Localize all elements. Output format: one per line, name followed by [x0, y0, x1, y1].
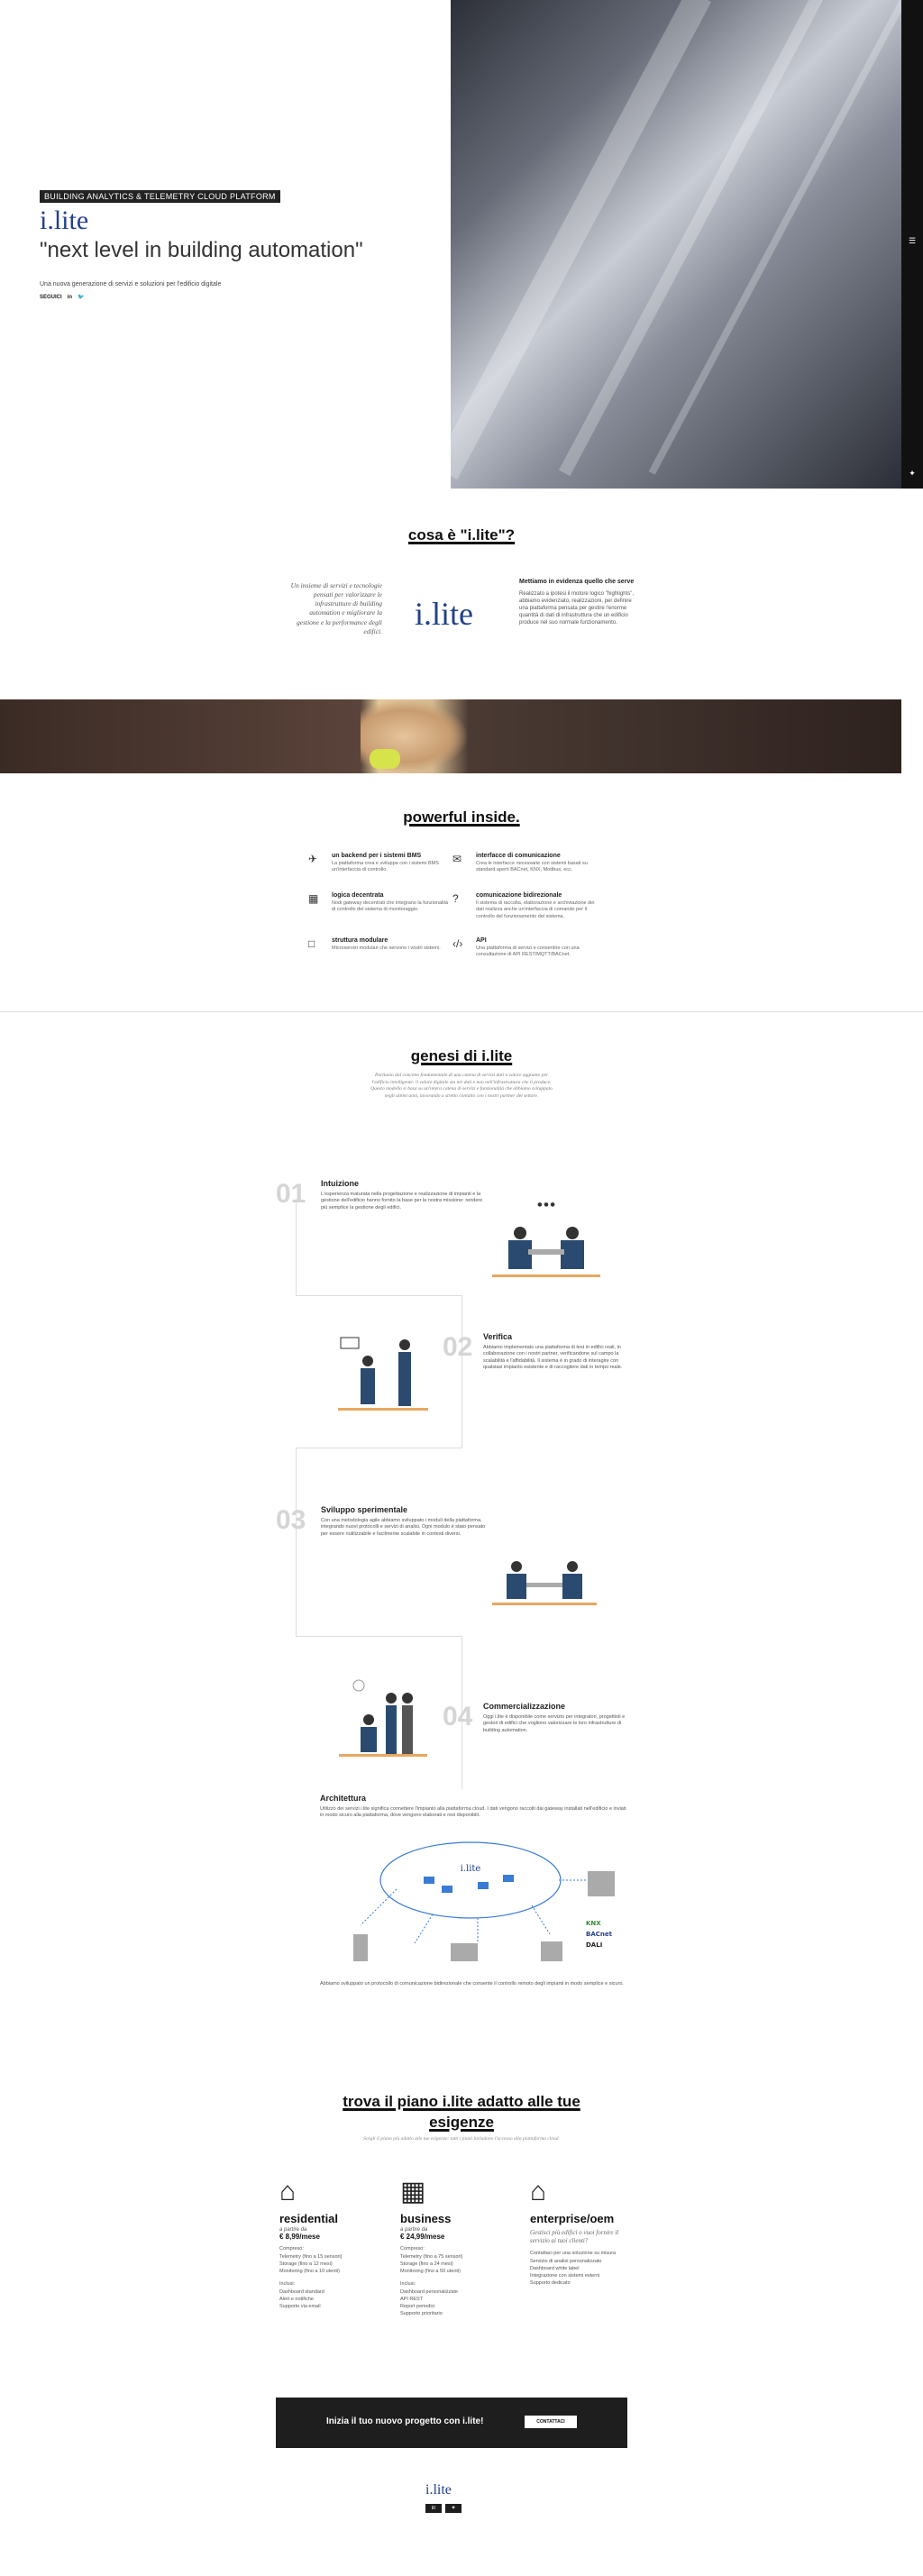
plan-included-list: [400, 2254, 499, 2276]
feature-title: logica decentrata: [332, 892, 384, 899]
building-icon: ▦: [308, 892, 319, 905]
plan-name: enterprise/oem: [530, 2212, 615, 2225]
feature-text: Microservizi modulari che servono i vostri sistemi.: [332, 945, 441, 951]
plan-name: business: [400, 2212, 452, 2225]
genesi-step: [276, 1179, 487, 1211]
hero-subtitle: Una nuova generazione di servizi e soluzioni per l'edificio digitale: [40, 281, 222, 288]
plan-extra-list: [400, 2289, 499, 2318]
genesi-step: [443, 1332, 627, 1372]
feature-item: [452, 853, 597, 874]
list-item: Dashboard white label: [530, 2266, 580, 2272]
feature-title: interfacce di comunicazione: [476, 853, 561, 859]
step-title: Commercializzazione: [483, 1702, 566, 1711]
genesi-intro: Partiamo dal concetto fondamentale di una catena di servizi dati a valore aggiunto per l'edificio intelligente: il valore digitale sta nei dati e non nell'infrastruttura che li produce. Questo modello si basa su un'intera catena di servizi e funzionalità che abbiamo sviluppato negli ultimi anni, lavorando a stretto contatto con i nostri partner del settore.: [370, 1073, 553, 1100]
hero-image: [451, 0, 901, 489]
list-item: Alert e notifiche: [279, 2296, 314, 2302]
list-item: Monitoring (fino a 50 utenti): [400, 2268, 461, 2274]
plan-extra-list: [279, 2289, 379, 2311]
cta-banner: [276, 2398, 627, 2448]
pricing-subtitle: Scegli il piano più adatto alle tue esigenze: tutti i piani includono l'accesso alla piattaforma cloud.: [363, 2136, 560, 2142]
twitter-icon[interactable]: ✦: [445, 2504, 462, 2513]
feature-item: [308, 853, 452, 874]
genesi-step: [443, 1702, 627, 1734]
list-item: Supporto dedicato: [530, 2280, 571, 2287]
arch-title: Architettura: [320, 1794, 367, 1803]
list-item: Report periodici: [400, 2303, 435, 2309]
cosa-right-title: Mettiamo in evidenza quello che serve: [519, 579, 635, 585]
linkedin-icon[interactable]: in: [67, 294, 73, 300]
step-text: L'esperienza maturata nella progettazione e realizzazione di impianti e la gestione dell'edificio hanno fornito la base per la nostra missione: rendere più semplice la gestione degli edifici.: [321, 1192, 483, 1210]
plan-included-list: [279, 2254, 379, 2276]
list-item: Storage (fino a 12 mesi): [279, 2261, 333, 2267]
sviluppo-illustration: [487, 1523, 602, 1613]
footer-icons: [425, 2504, 462, 2513]
feature-item: [308, 892, 452, 914]
menu-icon[interactable]: ☰: [908, 236, 917, 245]
social-label: SEGUICI: [40, 294, 62, 300]
svg-text:● ● ●: ● ● ●: [537, 1201, 555, 1208]
feature-title: comunicazione bidirezionale: [476, 892, 562, 899]
office-icon: ▦: [400, 2177, 426, 2206]
feature-title: API: [476, 937, 487, 944]
marker-image: [370, 749, 400, 769]
list-item: Dashboard personalizzate: [400, 2288, 458, 2295]
rocket-icon: ✈: [308, 853, 318, 865]
plan-included-label: Compreso:: [400, 2246, 425, 2252]
cta-button[interactable]: CONTATTACI: [525, 2416, 577, 2428]
list-item: Integrazione con sistemi esterni: [530, 2273, 600, 2279]
timeline-line: [296, 1448, 297, 1637]
plan-desc: Gestisci più edifici o vuoi fornire il servizio ai tuoi clienti?: [530, 2229, 619, 2245]
square-icon: □: [308, 937, 315, 950]
plan-extra-label: Inclusi:: [279, 2280, 296, 2287]
arch-footer: Abbiamo sviluppato un protocollo di comunicazione bidirezionale che consente il controllo remoto degli impianti in modo semplice e sicuro.: [320, 1981, 624, 1987]
cosa-right: [519, 579, 636, 626]
step-text: Abbiamo implementato una piattaforma di test in edifici reali, in collaborazione con i nostri partner, verificandone sul campo la scalabilità e l'affidabilità. Il sistema è in grado di interagire con qualsiasi impianto esistente e di raccogliere dati in tempo reale.: [483, 1345, 623, 1371]
cloud-label: i.lite: [460, 1864, 481, 1874]
plan-from: a partire da: [400, 2227, 428, 2233]
genesi-title: genesi di i.lite: [410, 1047, 513, 1064]
timeline-line: [296, 1636, 462, 1637]
step-title: Sviluppo sperimentale: [321, 1505, 408, 1514]
plan-residential: [279, 2178, 379, 2311]
feature-text: Una piattaforma di servizi e consentire con una consultazione di API REST/MQTT/BACnet.: [476, 945, 580, 958]
verifica-illustration: [334, 1332, 433, 1419]
list-item: Dashboard standard: [279, 2288, 324, 2295]
step-title: Verifica: [483, 1332, 513, 1341]
plan-price: € 24,99/mese: [400, 2233, 445, 2241]
plan-extra-label: Inclusi:: [400, 2280, 416, 2287]
feature-item: [452, 937, 597, 959]
side-bar: [901, 0, 923, 489]
plan-business: [400, 2178, 499, 2318]
plan-price: € 8,99/mese: [279, 2233, 320, 2241]
architecture-diagram: [343, 1835, 631, 1970]
question-icon: ?: [452, 892, 459, 905]
genesi-step: [276, 1505, 487, 1538]
house-icon: ⌂: [279, 2177, 297, 2206]
step-number: 01: [276, 1179, 306, 1209]
cosa-right-text: Realizzato a ipotesi il motore logico "highlights", abbiamo evidenziato, realizzazioni, per definire una piattaforma pensata per gestire l'enorme quantità di dati di infrastruttura che un edificio produce nel suo normale funzionamento.: [519, 591, 634, 626]
list-item: Monitoring (fino a 10 utenti): [279, 2268, 340, 2274]
feature-title: un backend per i sistemi BMS: [332, 853, 422, 859]
protocol-dali: DALI: [586, 1941, 603, 1949]
plan-included-list: [530, 2259, 629, 2288]
list-item: Servizio di analisi personalizzato: [530, 2259, 602, 2265]
step-number: 04: [443, 1702, 473, 1731]
intuizione-illustration: [483, 1186, 609, 1293]
feature-title: struttura modulare: [332, 937, 388, 944]
step-number: 02: [443, 1332, 473, 1362]
pricing-title: trova il piano i.lite adatto alle tue esigenze: [343, 2093, 580, 2131]
photo-band: [0, 699, 901, 773]
cosa-logo: i.lite: [415, 596, 473, 632]
hero-logo: [40, 207, 436, 234]
divider: [0, 1011, 923, 1012]
protocol-knx: KNX: [586, 1920, 601, 1927]
chat-icon: ✉: [452, 853, 462, 865]
cosa-title: cosa è "i.lite"?: [407, 526, 516, 544]
features-title: powerful inside.: [403, 808, 520, 826]
list-item: Storage (fino a 24 mesi): [400, 2261, 453, 2267]
factory-icon: ⌂: [530, 2177, 547, 2206]
hero-content: [40, 187, 436, 288]
timeline-line: [296, 1295, 462, 1296]
protocol-bacnet: BACnet: [586, 1931, 612, 1938]
step-text: Oggi i.lite è disponibile come servizio per integratori, progettisti e gestori di edifici che vogliono valorizzare le loro infrastrutture di building automation.: [483, 1714, 626, 1733]
linkedin-icon[interactable]: in: [425, 2504, 442, 2513]
hero-title: "next level in building automation": [40, 238, 363, 262]
hero-section: [0, 0, 923, 489]
list-item: Telemetry (fino a 15 sensori): [279, 2254, 343, 2260]
feature-item: [308, 937, 452, 952]
commercializzazione-illustration: [334, 1675, 433, 1765]
twitter-icon[interactable]: 🐦: [78, 295, 85, 300]
feature-text: Il sistema di raccolta, elaborazione e archiviazione dei dati realizza anche un'interfaccia di comando per il controllo del funzionamento del sistema.: [476, 900, 595, 919]
list-item: API REST: [400, 2296, 424, 2302]
api-icon: ‹/›: [452, 937, 463, 950]
feature-text: La piattaforma crea e sviluppa con i sistemi BMS un'interfaccia di controllo.: [332, 861, 439, 873]
plan-name: residential: [279, 2212, 339, 2225]
footer-logo: i.lite: [425, 2482, 452, 2498]
hero-badge: BUILDING ANALYTICS & TELEMETRY CLOUD PLATFORM: [40, 190, 280, 203]
step-body: [483, 1702, 627, 1734]
step-body: [321, 1179, 487, 1211]
list-item: Supporto via email: [279, 2303, 321, 2309]
list-item: Telemetry (fino a 75 sensori): [400, 2254, 463, 2260]
feature-text: Nodi gateway decentrati che integrano la funzionalità di controllo del sistema di monitoraggio.: [332, 900, 449, 913]
step-text: Con una metodologia agile abbiamo sviluppato i moduli della piattaforma, integrando nuovi protocolli e servizi di analisi. Ogni modulo è stato pensato per essere riutilizzabile e facilmente scalabile in contesti diversi.: [321, 1518, 486, 1537]
feature-text: Crea le interfacce necessarie con sistemi basati su standard aperti BACnet, KNX, Modbus, ecc.: [476, 861, 588, 873]
hero-social: [40, 294, 85, 300]
step-title: Intuizione: [321, 1179, 359, 1188]
step-number: 03: [276, 1505, 306, 1535]
step-body: [321, 1505, 487, 1538]
cosa-quote: Un insieme di servizi e tecnologie pensati per valorizzare le infrastrutture di building automation e migliorare la gestione e la performance degli edifici.: [290, 581, 382, 635]
feature-item: [452, 892, 597, 920]
plan-enterpriseoem: [530, 2178, 629, 2288]
plan-included-label: Contattaci per una soluzione su misura: [530, 2251, 617, 2257]
plan-from: a partire da: [279, 2227, 307, 2233]
twitter-icon[interactable]: ✦: [909, 469, 916, 478]
arch-text: Utilizzo dei servizi i.lite significa connettere l'impianto alla piattaforma cloud. I dati vengono raccolti dai gateway installati nell'edificio e inviati in modo sicuro alla piattaforma, dove vengono elaborati e resi disponibili.: [320, 1806, 626, 1819]
list-item: Supporto prioritario: [400, 2310, 443, 2316]
cta-text: Inizia il tuo nuovo progetto con i.lite!: [326, 2416, 484, 2426]
hero-logo-text: i.lite: [40, 206, 89, 235]
timeline-line: [296, 1199, 297, 1296]
step-body: [483, 1332, 627, 1372]
plan-included-label: Compreso:: [279, 2246, 304, 2252]
